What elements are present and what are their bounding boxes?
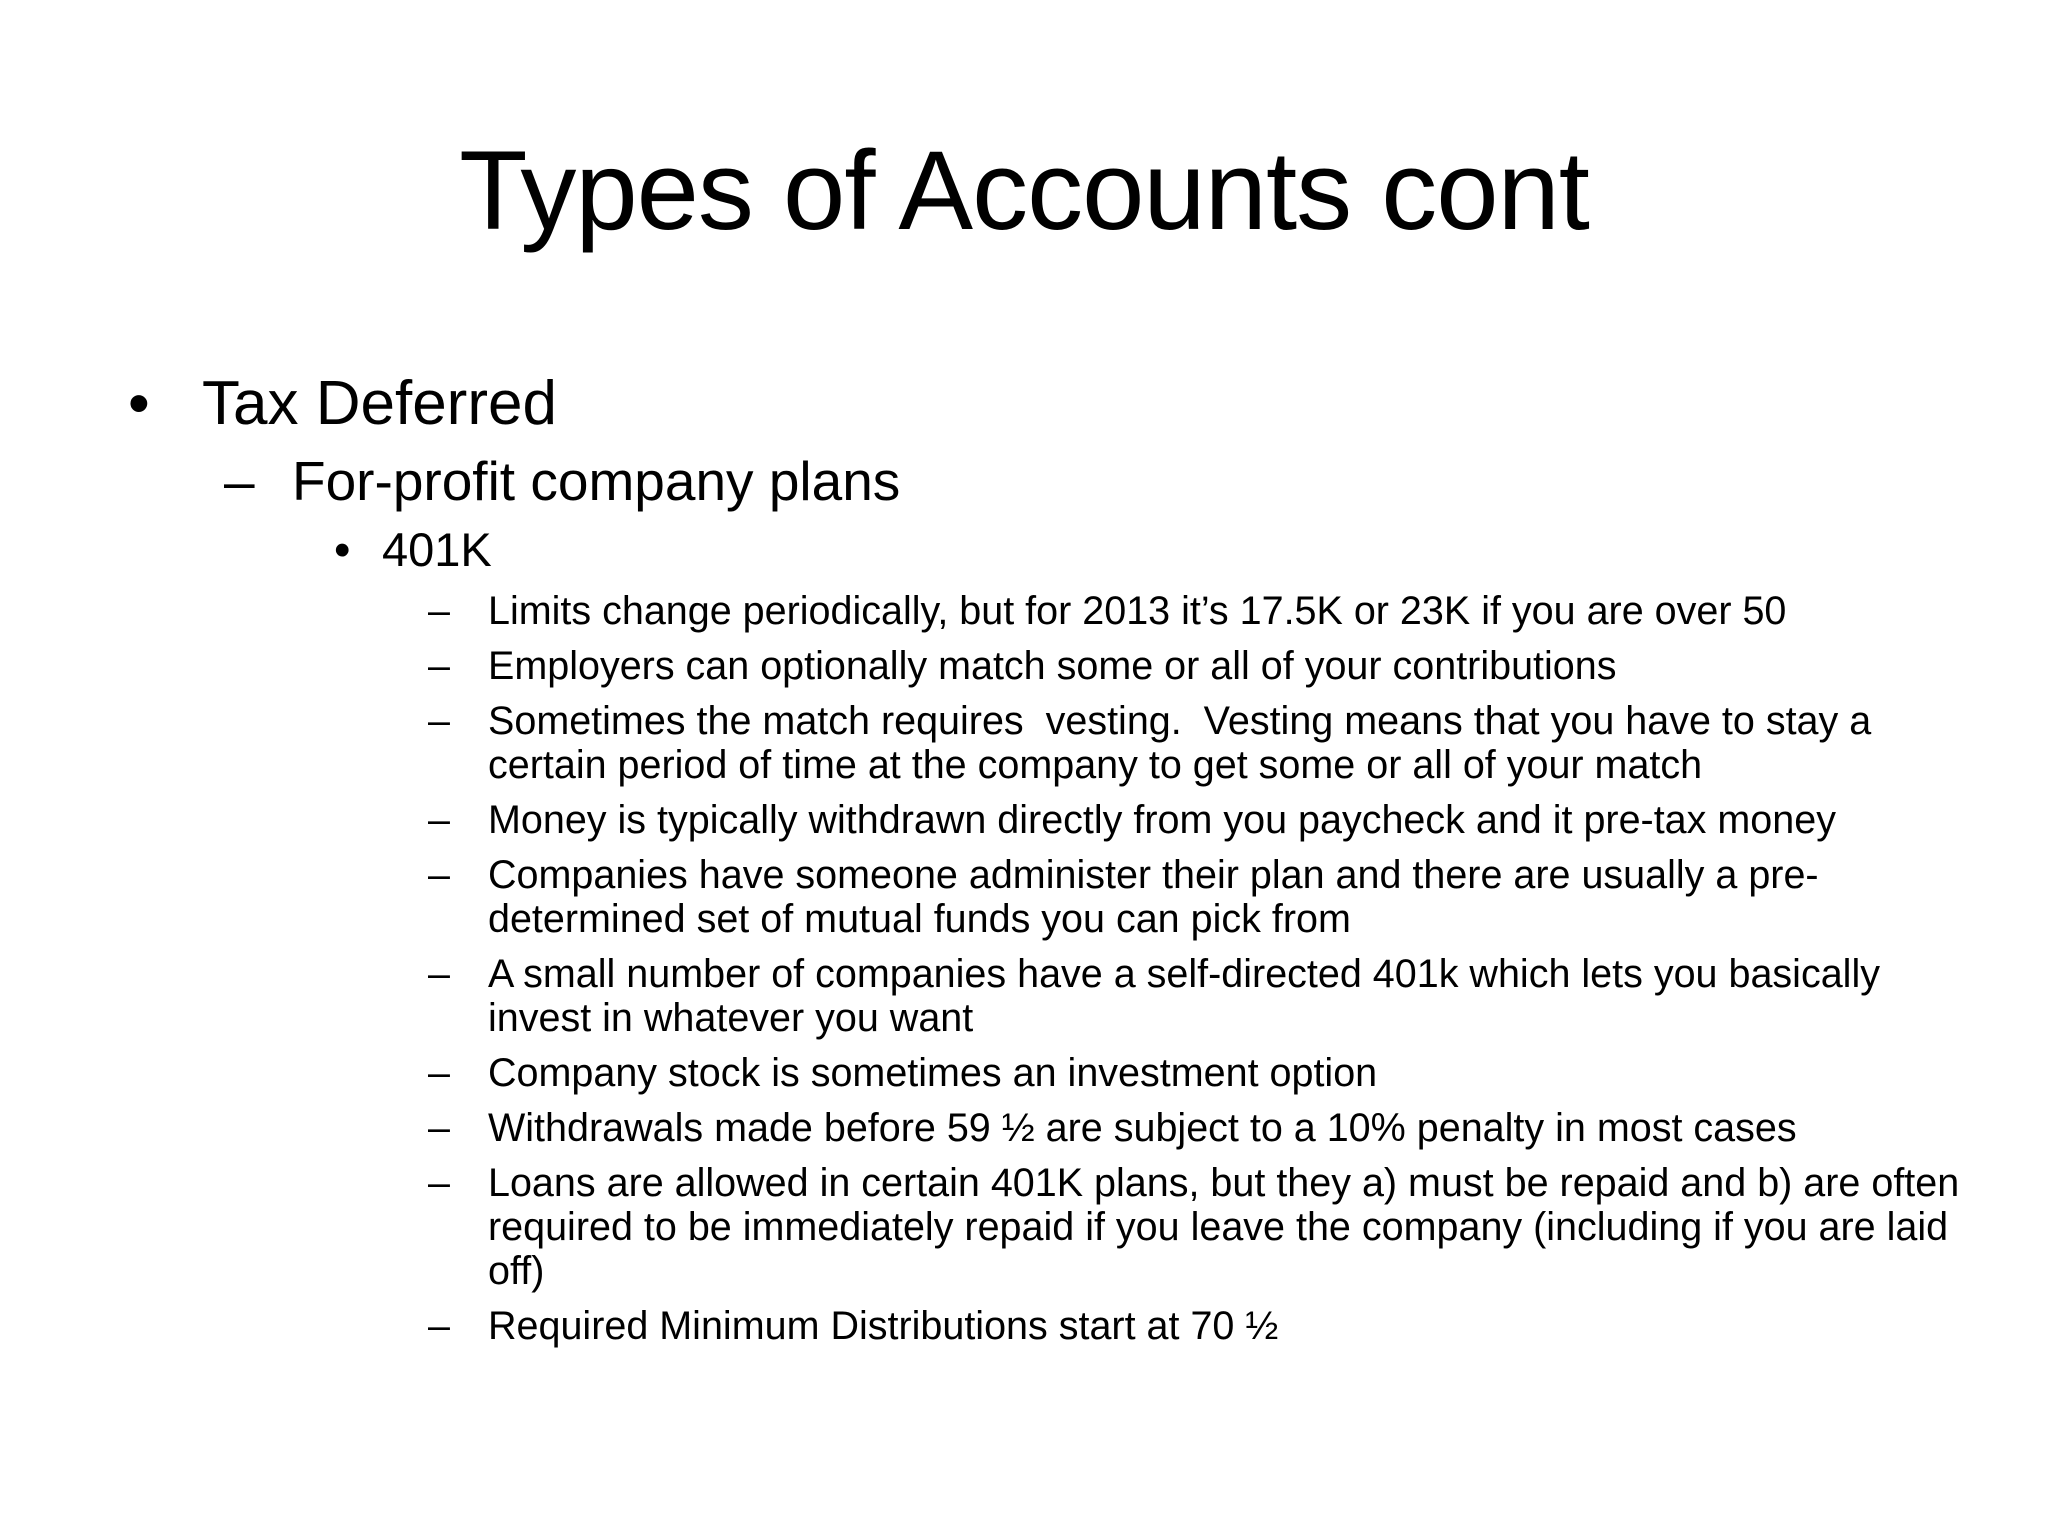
- list-item-text: Limits change periodically, but for 2013 it’s 17.5K or 23K if you are over 50: [488, 589, 1787, 633]
- bullet-text: Tax Deferred: [202, 369, 557, 438]
- list-item-text: Withdrawals made before 59 ½ are subject to a 10% penalty in most cases: [488, 1106, 1797, 1150]
- bullet-marker: •: [128, 369, 150, 438]
- list-item: [428, 853, 1968, 941]
- list-item: [428, 1051, 1968, 1095]
- list-item-text: Employers can optionally match some or all of your contributions: [488, 644, 1617, 688]
- list-item: [428, 1161, 1971, 1293]
- list-item: [428, 798, 1968, 842]
- dash-marker: –: [428, 1051, 450, 1095]
- bullet-level-1: [128, 366, 1902, 442]
- dash-marker: –: [428, 798, 450, 842]
- list-item-text: Loans are allowed in certain 401K plans, but they a) must be repaid and b) are often required to be immediately repaid if you leave the company (including if you are laid off): [488, 1161, 1971, 1293]
- list-item: [428, 589, 1968, 633]
- bullet-level-2: [224, 448, 1892, 514]
- list-item-text: Required Minimum Distributions start at 70 ½: [488, 1304, 1279, 1348]
- dash-marker: –: [428, 644, 450, 688]
- dash-marker: –: [428, 952, 450, 996]
- list-item: [428, 1106, 1968, 1150]
- list-item-text: Money is typically withdrawn directly from you paycheck and it pre-tax money: [488, 798, 1836, 842]
- list-item-text: Company stock is sometimes an investment option: [488, 1051, 1378, 1095]
- dash-marker: –: [224, 450, 255, 512]
- dash-marker: –: [428, 1161, 450, 1205]
- slide-title: Types of Accounts cont: [459, 128, 1589, 253]
- list-item: [428, 644, 1968, 688]
- list-item-text: A small number of companies have a self-directed 401k which lets you basically invest in whatever you want: [488, 952, 1891, 1040]
- list-item: [428, 1304, 1968, 1348]
- bullet-marker: •: [334, 523, 351, 576]
- dash-marker: –: [428, 1106, 450, 1150]
- bullet-level-3: [334, 521, 1782, 579]
- list-item-text: Sometimes the match requires vesting. Vesting means that you have to stay a certain period of time at the company to get some or all of your match: [488, 699, 1883, 787]
- bullet-text: For-profit company plans: [292, 450, 901, 512]
- list-item: [428, 952, 1968, 1040]
- list-item: [428, 699, 1968, 787]
- dash-marker: –: [428, 1304, 450, 1348]
- list-item-text: Companies have someone administer their plan and there are usually a pre-determined set of mutual funds you can pick from: [488, 853, 1819, 941]
- dash-marker: –: [428, 589, 450, 633]
- dash-marker: –: [428, 853, 450, 897]
- detail-list: [428, 589, 1971, 1359]
- dash-marker: –: [428, 699, 450, 743]
- bullet-text: 401K: [382, 523, 492, 576]
